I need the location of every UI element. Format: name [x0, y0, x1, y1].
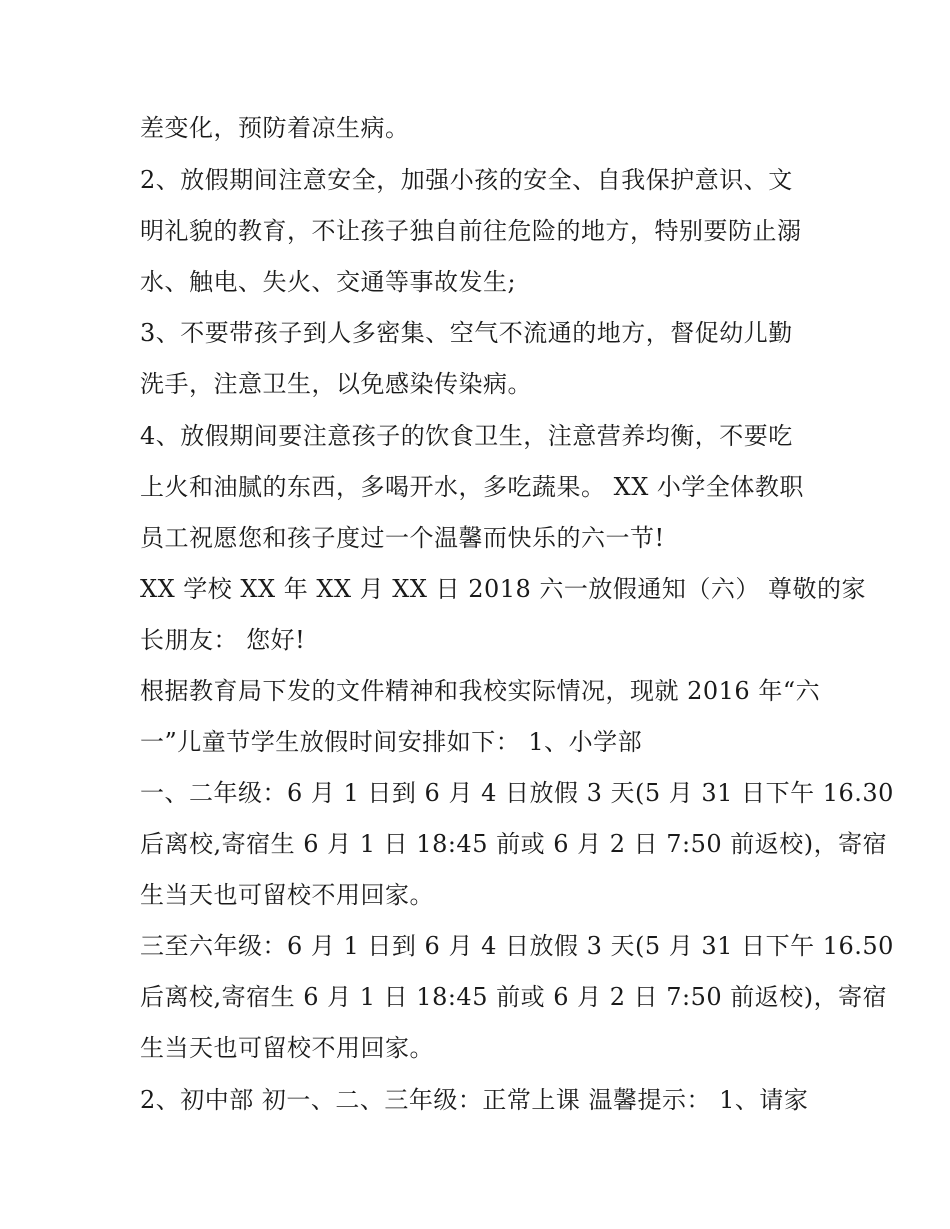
text-line: 明礼貌的教育，不让孩子独自前往危险的地方，特别要防止溺: [140, 217, 802, 245]
text-line: 水、触电、失火、交通等事故发生;: [140, 268, 517, 296]
text-line: 2、放假期间注意安全，加强小孩的安全、自我保护意识、文: [140, 166, 793, 194]
text-line: 后离校,寄宿生 6 月 1 日 18:45 前或 6 月 2 日 7:50 前返校)，寄宿: [140, 830, 888, 858]
text-line: 洗手，注意卫生，以免感染传染病。: [140, 370, 532, 398]
text-line: 3、不要带孩子到人多密集、空气不流通的地方，督促幼儿勤: [140, 319, 793, 347]
text-line: 生当天也可留校不用回家。: [140, 1034, 434, 1062]
text-line: 长朋友： 您好!: [140, 626, 306, 654]
text-line: 一”儿童节学生放假时间安排如下： 1、小学部: [140, 728, 643, 756]
text-line: 三至六年级：6 月 1 日到 6 月 4 日放假 3 天(5 月 31 日下午 16.50: [140, 932, 894, 960]
text-line: 根据教育局下发的文件精神和我校实际情况，现就 2016 年“六: [140, 677, 821, 705]
text-line: 4、放假期间要注意孩子的饮食卫生，注意营养均衡，不要吃: [140, 422, 793, 450]
text-line: 员工祝愿您和孩子度过一个温馨而快乐的六一节!: [140, 524, 665, 552]
text-line: 后离校,寄宿生 6 月 1 日 18:45 前或 6 月 2 日 7:50 前返校)，寄宿: [140, 983, 888, 1011]
text-line: 差变化，预防着凉生病。: [140, 114, 410, 142]
text-line: 生当天也可留校不用回家。: [140, 881, 434, 909]
text-line: XX 学校 XX 年 XX 月 XX 日 2018 六一放假通知（六） 尊敬的家: [140, 575, 867, 603]
text-line: 一、二年级：6 月 1 日到 6 月 4 日放假 3 天(5 月 31 日下午 16.30: [140, 779, 894, 807]
text-line: 上火和油腻的东西，多喝开水，多吃蔬果。 XX 小学全体教职: [140, 473, 804, 501]
text-line: 2、初中部 初一、二、三年级：正常上课 温馨提示： 1、请家: [140, 1086, 809, 1114]
